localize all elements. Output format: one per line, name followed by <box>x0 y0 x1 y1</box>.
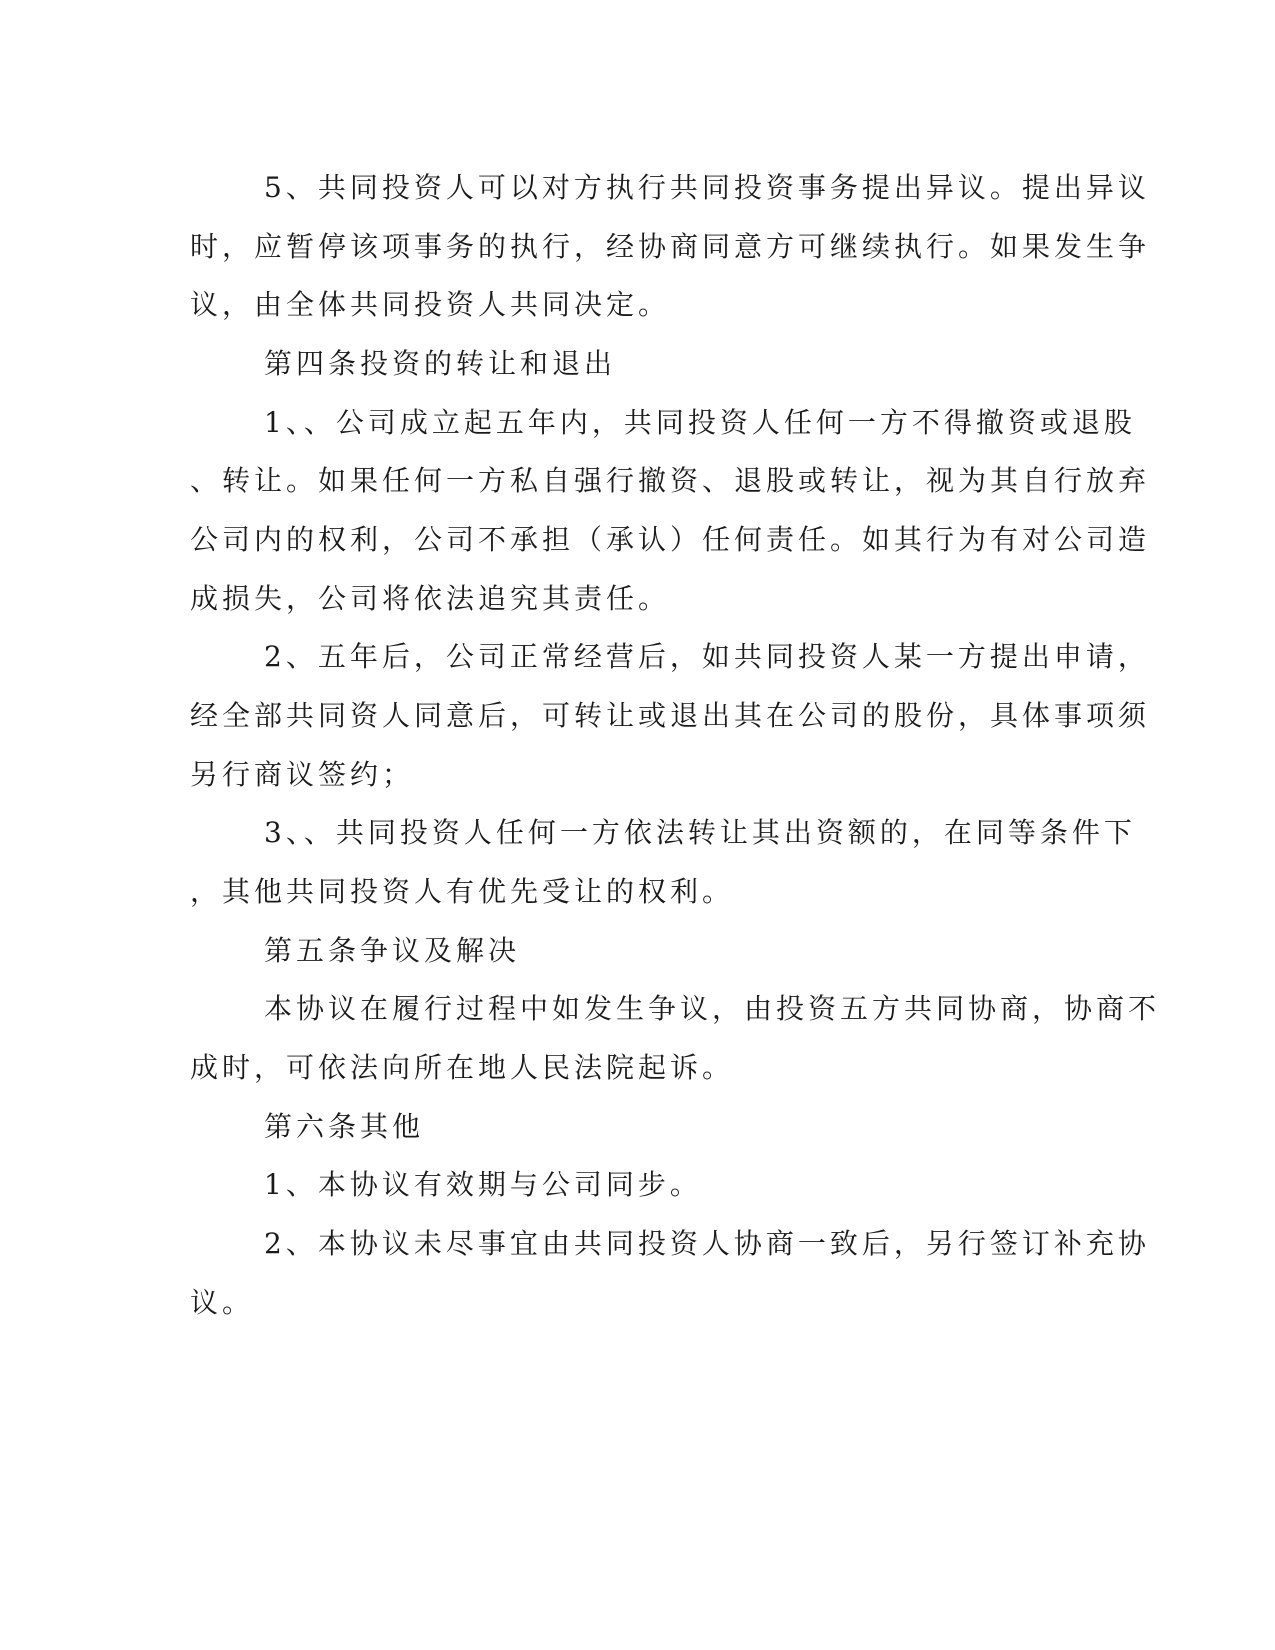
text-line: 成时，可依法向所在地人民法院起诉。 <box>190 1051 735 1084</box>
text-line: 1、、公司成立起五年内，共同投资人任何一方不得撤资或退股 <box>264 406 1136 439</box>
section-heading: 第五条争议及解决 <box>264 934 521 967</box>
text-line: 议，由全体共同投资人共同决定。 <box>190 288 671 321</box>
text-line: 2、五年后，公司正常经营后，如共同投资人某一方提出申请， <box>264 640 1150 673</box>
text-line: 经全部共同资人同意后，可转让或退出其在公司的股份，具体事项须 <box>190 699 1151 732</box>
text-line: 议。 <box>190 1286 255 1319</box>
text-line: 另行商议签约； <box>190 758 415 791</box>
text-line: 、转让。如果任何一方私自强行撤资、退股或转让，视为其自行放弃 <box>190 464 1151 497</box>
section-heading: 第六条其他 <box>264 1110 425 1143</box>
text-line: 本协议在履行过程中如发生争议，由投资五方共同协商，协商不 <box>264 992 1161 1025</box>
text-line: 公司内的权利，公司不承担（承认）任何责任。如其行为有对公司造 <box>190 523 1151 556</box>
section-heading: 第四条投资的转让和退出 <box>264 347 617 380</box>
text-line: 2、本协议未尽事宜由共同投资人协商一致后，另行签订补充协 <box>264 1227 1150 1260</box>
text-line: 成损失，公司将依法追究其责任。 <box>190 582 671 615</box>
text-line: 1、本协议有效期与公司同步。 <box>264 1168 702 1201</box>
text-line: 时，应暂停该项事务的执行，经协商同意方可继续执行。如果发生争 <box>190 230 1151 263</box>
text-line: 5、共同投资人可以对方执行共同投资事务提出异议。提出异议 <box>264 171 1150 204</box>
text-line: ，其他共同投资人有优先受让的权利。 <box>190 875 735 908</box>
text-line: 3、、共同投资人任何一方依法转让其出资额的，在同等条件下 <box>264 816 1136 849</box>
